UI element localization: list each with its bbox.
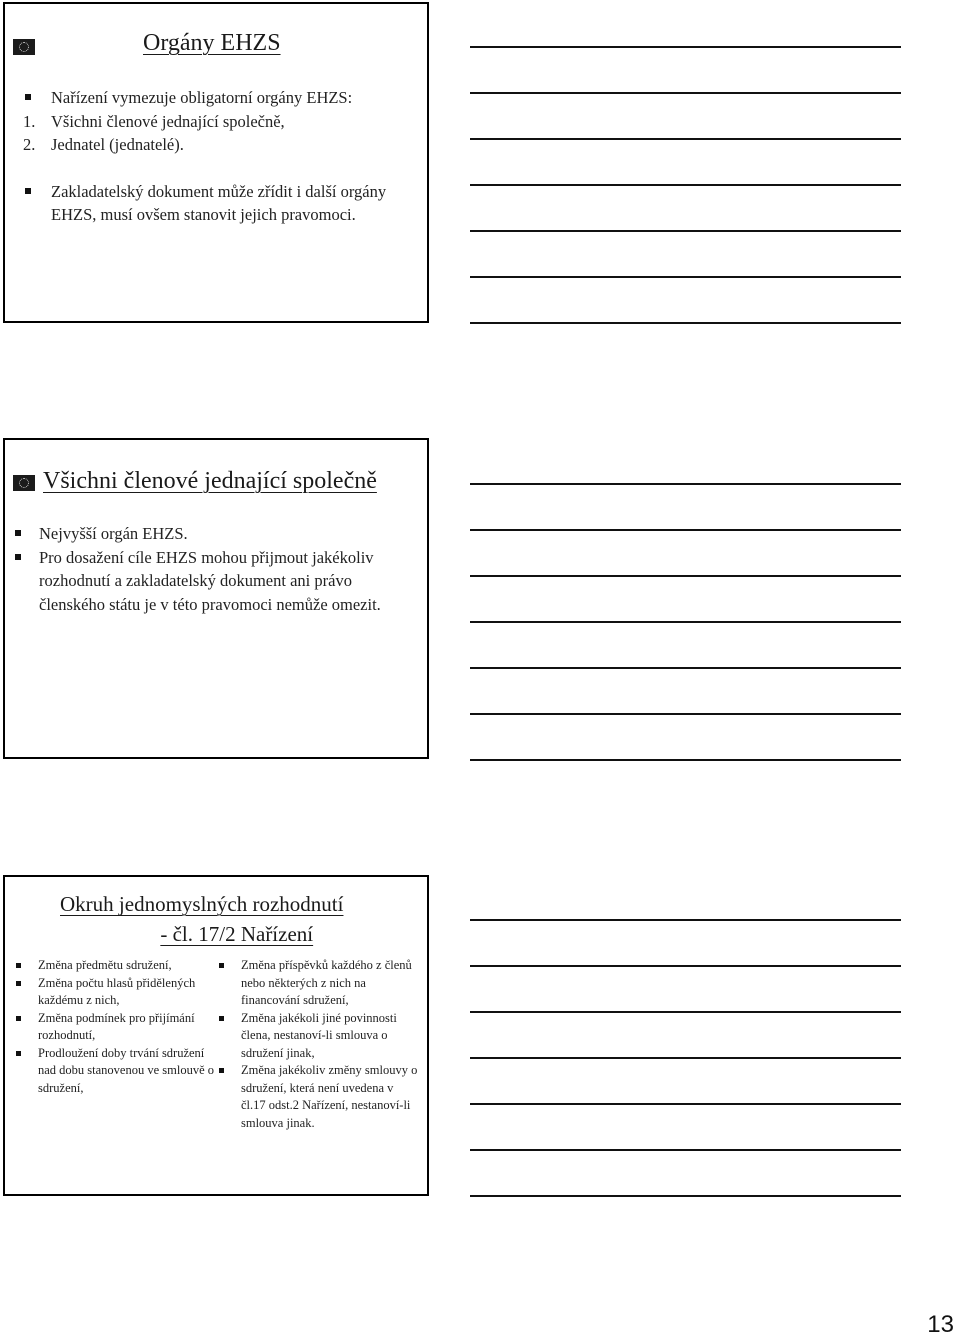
note-line (470, 138, 901, 140)
slide-3 (3, 875, 429, 1196)
note-line (470, 322, 901, 324)
list-item: Změna předmětu sdružení, (38, 957, 218, 975)
bullet-list (39, 522, 419, 616)
title-line: - čl. 17/2 Nařízení (160, 922, 314, 946)
left-column-list (38, 957, 218, 1097)
note-line (470, 276, 901, 278)
note-line (470, 919, 901, 921)
list-item: Nejvyšší orgán EHZS. (39, 522, 419, 546)
list-item: Změna jakékoli jiné povinnosti člena, nestanoví-li smlouva o sdružení jinak, (241, 1010, 421, 1063)
note-line (470, 621, 901, 623)
notes-lines-1 (470, 46, 901, 368)
item-text: Všichni členové jednající společně, (51, 111, 285, 131)
right-column-list (241, 957, 421, 1132)
item-text: Jednatel (jednatelé). (51, 135, 184, 154)
note-line (470, 46, 901, 48)
list-item: Nařízení vymezuje obligatorní orgány EHZS: (51, 86, 411, 110)
bullet-list (23, 86, 411, 227)
list-item (23, 110, 411, 134)
notes-lines-2 (470, 483, 901, 805)
note-line (470, 529, 901, 531)
list-item: Změna jakékoliv změny smlouvy o sdružení, která není uvedena v čl.17 odst.2 Nařízení, nestanoví-li smlouva jinak. (241, 1062, 421, 1132)
note-line (470, 965, 901, 967)
item-number: 1. (23, 111, 36, 131)
note-line (470, 1011, 901, 1013)
title-line: Okruh jednomyslných rozhodnutí (60, 892, 344, 916)
slide-2 (3, 438, 429, 759)
list-item: Změna podmínek pro přijímání rozhodnutí, (38, 1010, 218, 1045)
note-line (470, 1057, 901, 1059)
list-item: Změna počtu hlasů přidělených každému z nich, (38, 975, 218, 1010)
note-line (470, 184, 901, 186)
note-line (470, 483, 901, 485)
list-item: Změna příspěvků každého z členů nebo některých z nich na financování sdružení, (241, 957, 421, 1010)
list-item: Pro dosažení cíle EHZS mohou přijmout jakékoliv rozhodnutí a zakladatelský dokument ani právo členského státu je v této pravomoci nemůže omezit. (39, 546, 419, 617)
notes-lines-3 (470, 919, 901, 1241)
eu-flag-icon (13, 475, 35, 491)
slide-title (60, 889, 343, 949)
note-line (470, 1103, 901, 1105)
list-item: Zakladatelský dokument může zřídit i další orgány EHZS, musí ovšem stanovit jejich pravomoci. (51, 180, 411, 227)
eu-flag-icon (13, 39, 35, 55)
note-line (470, 92, 901, 94)
slide-title: Všichni členové jednající společně (43, 468, 377, 494)
page-number: 13 (927, 1311, 954, 1338)
item-number: 2. (23, 135, 36, 154)
note-line (470, 713, 901, 715)
note-line (470, 667, 901, 669)
list-item (23, 133, 411, 157)
slide-1 (3, 2, 429, 323)
slide-title: Orgány EHZS (143, 30, 281, 56)
spacer (51, 157, 411, 180)
note-line (470, 1149, 901, 1151)
list-item: Prodloužení doby trvání sdružení nad dobu stanovenou ve smlouvě o sdružení, (38, 1045, 218, 1098)
note-line (470, 1195, 901, 1197)
note-line (470, 759, 901, 761)
note-line (470, 230, 901, 232)
note-line (470, 575, 901, 577)
